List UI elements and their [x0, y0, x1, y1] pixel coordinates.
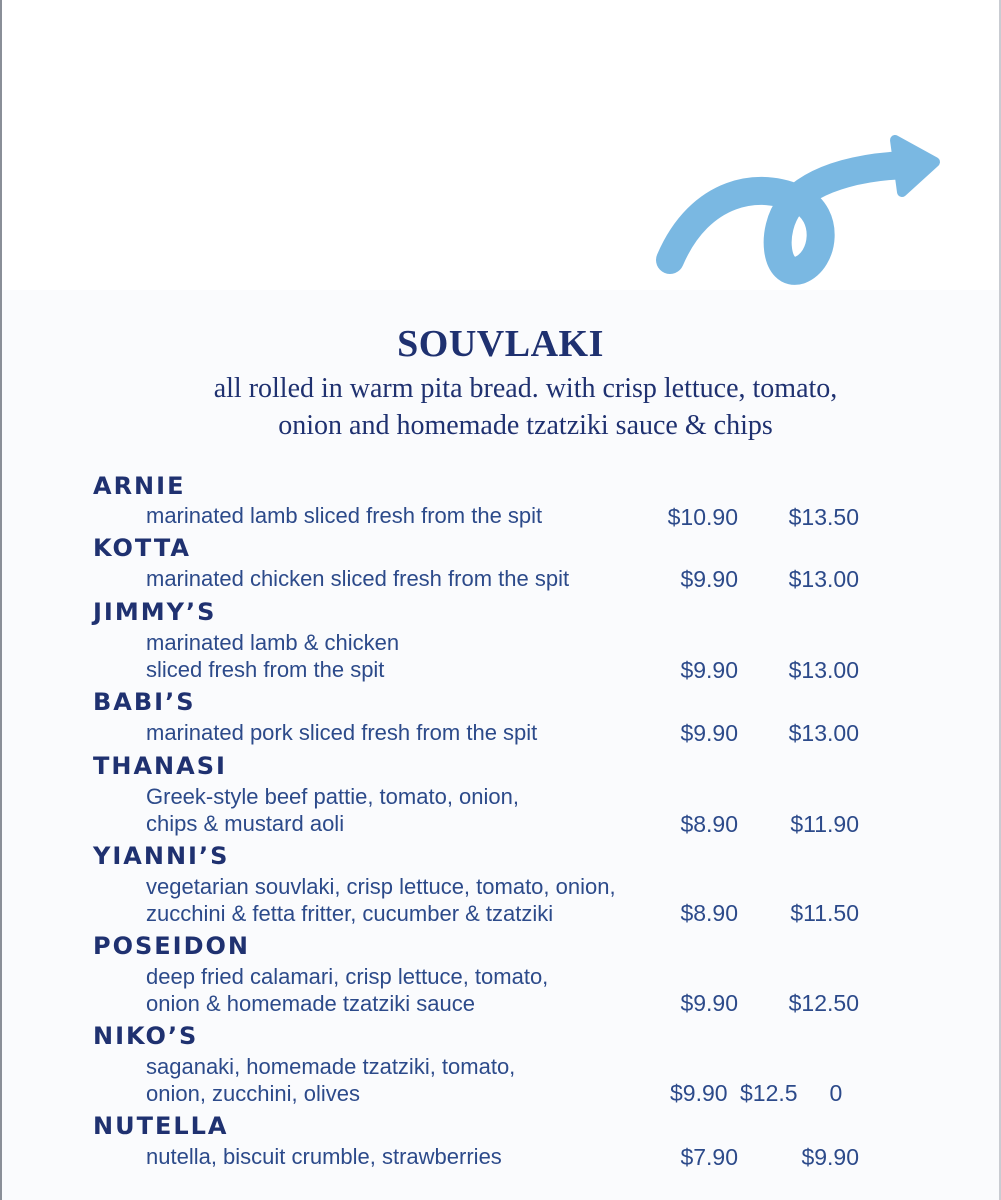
- price-large: $11.50: [790, 900, 859, 926]
- description-line: marinated lamb sliced fresh from the spit: [146, 503, 543, 528]
- item-name: NUTELLA: [93, 1112, 229, 1140]
- price-small: $9.90: [680, 566, 738, 592]
- item-name: THANASI: [93, 752, 227, 780]
- price-large: $13.00: [788, 720, 859, 746]
- price-small: $9.90: [670, 1080, 728, 1106]
- description-line: marinated chicken sliced fresh from the spit: [146, 566, 570, 591]
- item-name: NIKO’S: [93, 1022, 199, 1050]
- price-small: $8.90: [680, 900, 738, 926]
- item-description: [146, 873, 616, 927]
- section-subtitle: [0, 370, 1001, 444]
- description-line: onion & homemade tzatziki sauce: [146, 991, 475, 1016]
- item-description: [146, 502, 542, 529]
- price-small: $7.90: [680, 1144, 738, 1170]
- price-small: $10.90: [667, 504, 738, 530]
- description-line: onion, zucchini, olives: [146, 1081, 361, 1106]
- description-line: marinated lamb & chicken: [146, 630, 400, 655]
- item-name: POSEIDON: [93, 932, 251, 960]
- item-description: [146, 565, 569, 592]
- description-line: Greek-style beef pattie, tomato, onion,: [146, 784, 519, 809]
- item-name: ARNIE: [93, 472, 186, 500]
- price-large: $11.90: [790, 811, 859, 837]
- description-line: deep fried calamari, crisp lettuce, tomato,: [146, 964, 549, 989]
- description-line: saganaki, homemade tzatziki, tomato,: [146, 1054, 516, 1079]
- item-name: JIMMY’S: [93, 598, 217, 626]
- description-line: vegetarian souvlaki, crisp lettuce, tomato, onion,: [146, 874, 616, 899]
- item-name: YIANNI’S: [93, 842, 230, 870]
- item-description: [146, 963, 548, 1017]
- price-small: $9.90: [680, 657, 738, 683]
- subtitle-line: all rolled in warm pita bread. with crisp lettuce, tomato,: [213, 373, 838, 404]
- description-line: zucchini & fetta fritter, cucumber & tzatziki: [146, 901, 554, 926]
- description-line: chips & mustard aoli: [146, 811, 345, 836]
- item-description: [146, 783, 519, 837]
- price-large: $12.5 0: [740, 1080, 843, 1106]
- price-small: $9.90: [680, 720, 738, 746]
- description-line: marinated pork sliced fresh from the spit: [146, 720, 538, 745]
- item-name: KOTTA: [93, 534, 191, 562]
- price-large: $13.00: [788, 566, 859, 592]
- section-heading: SOUVLAKI: [397, 323, 604, 365]
- price-large: $9.90: [801, 1144, 859, 1170]
- price-small: $9.90: [680, 990, 738, 1016]
- item-description: [146, 719, 537, 746]
- description-line: nutella, biscuit crumble, strawberries: [146, 1144, 502, 1169]
- price-large: $13.00: [788, 657, 859, 683]
- subtitle-line: onion and homemade tzatziki sauce & chips: [278, 410, 773, 441]
- item-description: [146, 1053, 515, 1107]
- description-line: sliced fresh from the spit: [146, 657, 385, 682]
- item-description: [146, 629, 399, 683]
- item-description: [146, 1143, 502, 1170]
- curly-arrow-icon: [640, 110, 960, 300]
- item-name: BABI’S: [93, 688, 196, 716]
- price-small: $8.90: [680, 811, 738, 837]
- price-large: $13.50: [788, 504, 859, 530]
- price-large: $12.50: [788, 990, 859, 1016]
